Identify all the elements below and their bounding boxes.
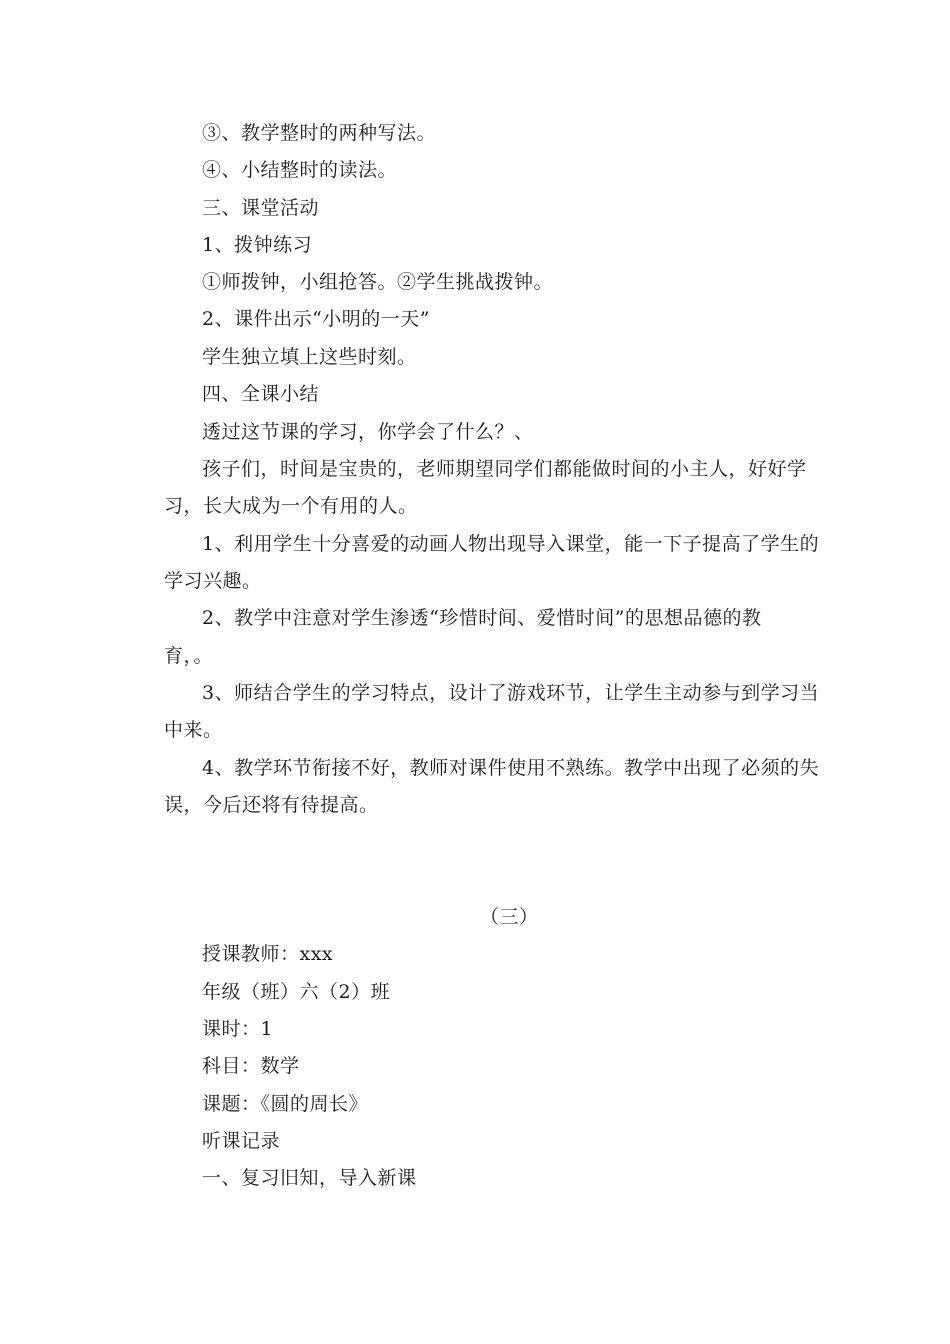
text-line: 学生独立填上这些时刻。 bbox=[202, 346, 417, 368]
text-line: ①师拨钟，小组抢答。②学生挑战拨钟。 bbox=[202, 271, 554, 293]
text-line: 中来。 bbox=[164, 719, 223, 741]
text-line: 透过这节课的学习，你学会了什么？、 bbox=[202, 421, 534, 443]
period-line: 课时：1 bbox=[202, 1018, 274, 1040]
section-heading: 四、全课小结 bbox=[202, 383, 320, 405]
text-line: 1、利用学生十分喜爱的动画人物出现导入课堂，能一下子提高了学生的 bbox=[202, 533, 820, 555]
topic-line: 课题：《圆的周长》 bbox=[202, 1093, 369, 1115]
record-heading: 听课记录 bbox=[202, 1130, 281, 1152]
subject-line: 科目：数学 bbox=[202, 1055, 300, 1077]
teacher-line: 授课教师：xxx bbox=[202, 943, 334, 965]
text-line: 误，今后还将有待提高。 bbox=[164, 794, 379, 816]
text-line: 育，。 bbox=[164, 645, 214, 667]
text-line: 孩子们，时间是宝贵的，老师期望同学们都能做时间的小主人，好好学 bbox=[202, 458, 807, 480]
section-title: （三） bbox=[480, 906, 539, 928]
text-line: 2、教学中注意对学生渗透“珍惜时间、爱惜时间”的思想品德的教 bbox=[202, 607, 762, 629]
section-heading: 一、复习旧知，导入新课 bbox=[202, 1167, 417, 1189]
text-line: 习，长大成为一个有用的人。 bbox=[164, 495, 418, 517]
text-line: 1、拨钟练习 bbox=[202, 234, 313, 256]
text-line: 4、教学环节衔接不好，教师对课件使用不熟练。教学中出现了必须的失 bbox=[202, 757, 820, 779]
text-line: 学习兴趣。 bbox=[164, 570, 262, 592]
section-heading: 三、课堂活动 bbox=[202, 197, 320, 219]
text-line: ④、小结整时的读法。 bbox=[202, 159, 398, 181]
text-line: 2、课件出示“小明的一天” bbox=[202, 308, 431, 330]
grade-line: 年级（班）六（2）班 bbox=[202, 981, 391, 1003]
text-line: ③、教学整时的两种写法。 bbox=[202, 122, 437, 144]
text-line: 3、师结合学生的学习特点，设计了游戏环节，让学生主动参与到学习当 bbox=[202, 682, 820, 704]
